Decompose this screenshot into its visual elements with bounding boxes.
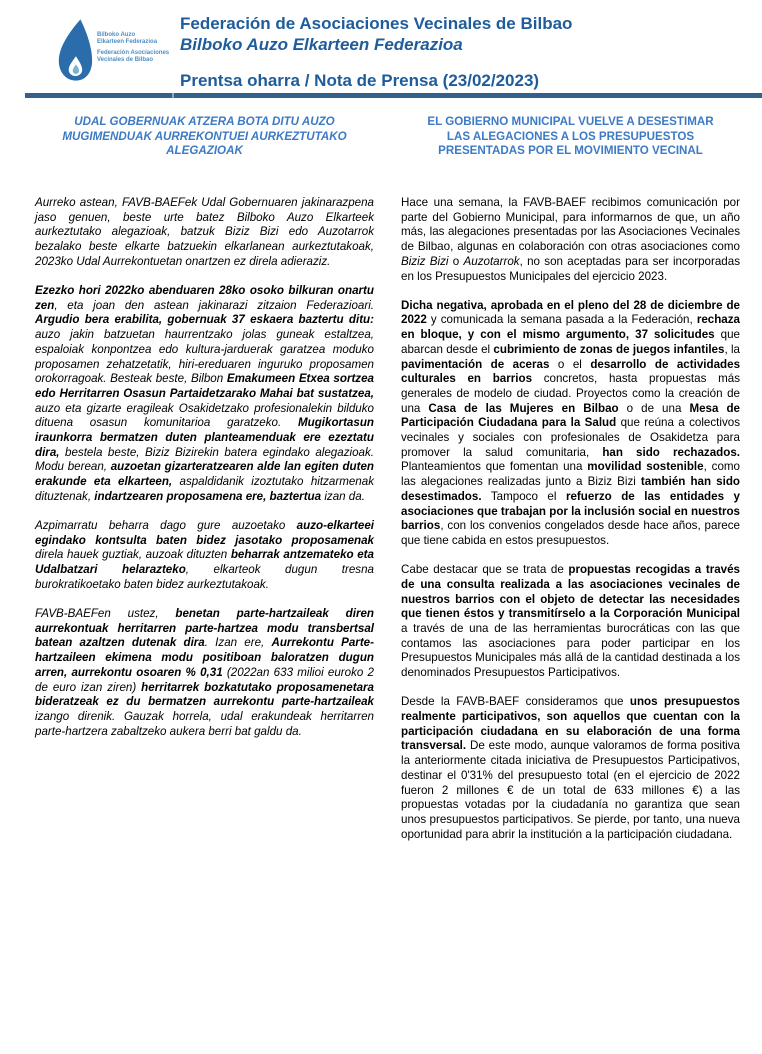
text-run: Auzotarrok	[463, 254, 520, 268]
text-run: , la	[724, 342, 740, 356]
text-run: o el	[549, 357, 591, 371]
text-run: De este modo, aunque valoramos de forma positiva la anteriormente citada iniciativa de Presupuestos Participativos, destinar el 0'31% del presupuesto total (en el ejercicio de 2022 fueron 2 millones € de un total de 633 millones €) a las propuestas votadas por la ciudadanía no garantiza que sean unos presupuestos participativos. Se pierde, por tanto, una nueva oportunidad para abrir la institución a la participación ciudadana.	[401, 739, 740, 841]
text-run: a través de una de las herramientas burocráticas con las que contamos las asociaciones para poder participar en los Presupuestos Municipales más allá de la cantidad destinada a los denominados Presupuestos Participativos.	[401, 621, 740, 680]
text-run-bold: desarrollo de actividades culturales en barrios	[401, 357, 741, 386]
text-run: . Izan ere,	[204, 636, 272, 650]
text-run: Planteamientos que fomentan una	[401, 460, 588, 474]
text-run-bold: cubrimiento de zonas de juegos infantiles	[493, 342, 725, 356]
text-run: Cabe destacar que se trata de	[401, 563, 569, 577]
text-run-bold: herritarrek bozkatutako proposamenetara bideratzeak ez du bermatzen aurrekontu parte-hartzaileak	[35, 680, 375, 709]
text-run-bold: auzo-elkarteei egindako kontsulta baten bidez jasotako proposamenak	[35, 519, 374, 547]
text-run: , no son aceptadas para ser incorporadas en los Presupuestos Municipales del ejercicio 2023.	[401, 254, 741, 283]
logo-caption	[97, 32, 169, 68]
text-run: FAVB-BAEFen ustez,	[35, 607, 176, 621]
header-divider	[25, 93, 762, 98]
text-run: (2022an 633 milioi euroko 2 de euro izan ziren)	[35, 665, 375, 694]
article-content	[35, 112, 740, 857]
paragraph	[35, 607, 374, 739]
organization-title-eu: Bilboko Auzo Elkarteen Federazioa	[180, 35, 463, 54]
text-run-bold: Ezezko hori 2022ko abenduaren 28ko osoko bilkuran onartu zen	[35, 284, 374, 312]
text-run: , como las alegaciones realizadas junto a Biziz Bizi	[401, 460, 741, 489]
text-run-bold: indartzearen proposamena ere, baztertua	[94, 489, 322, 503]
text-run: Hace una semana, la FAVB-BAEF recibimos comunicación por parte del Gobierno Municipal, para informarnos de que, un año más, las alegaciones presentadas por las Asociaciones Vecinales de Bilbao, algunas en colaboración con otras asociaciones como	[401, 196, 740, 254]
text-run: Tampoco el	[481, 489, 566, 503]
text-run-bold: Aurrekontu Parte-hartzaileen ekimena modu positiboan baloratzen dugun arren, aurrekontu osoaren % 0,31	[35, 636, 374, 679]
paragraph	[35, 196, 374, 270]
left-column-heading: UDAL GOBERNUAK ATZERA BOTA DITU AUZO MUGIMENDUAK AURREKONTUEI AURKEZTUTAKO ALEGAZIOAK	[62, 115, 347, 158]
text-run-bold: Emakumeen Etxea sortzea edo Herritarren Osasun Partaidetzarako Mahai bat sustatzea,	[35, 372, 375, 400]
text-run: , eta joan den astean jakinarazi zitzaion Federazioari.	[54, 298, 374, 312]
text-run: que reúna a colectivos vecinales y sociales con profesionales de Osakidetza para promover la salud comunitaria,	[401, 416, 741, 459]
text-run: auzo eta gizarte eragileak Osakidetzako profesionalekin bilduko dituena osasun komunitarioa garatzeko.	[35, 401, 374, 430]
logo-caption-line: Federación Asociaciones	[97, 50, 170, 56]
text-run-bold: han sido rechazados.	[602, 445, 740, 459]
text-run: Biziz Bizi	[401, 254, 449, 268]
text-run-bold: benetan parte-hartzaileak diren aurrekontuak herritarren parte-hartzea modu transbertsal batean azaltzen dutenak dira	[35, 607, 374, 650]
text-run: izango direnik. Gauzak horrela, udal erakundeak herritarren parte-hartzera zabaltzeko aukera berri bat galdu da.	[35, 710, 374, 738]
paragraph	[401, 695, 740, 842]
text-run-bold: Mugikortasun iraunkorra bermatzen duten planteamenduak ere ezeztatu dira,	[35, 416, 374, 459]
organization-title-es: Federación de Asociaciones Vecinales de Bilbao	[180, 14, 573, 33]
text-run-bold: Mesa de Participación Ciudadana para la Salud	[401, 401, 740, 430]
divider-tick	[172, 93, 174, 98]
text-run: , con los convenios congelados desde hace años, parece que tiene cabida en estos presupuestos.	[401, 519, 740, 547]
text-run-bold: auzoetan gizarteratzearen alde lan egiten duten erakunde eta elkarteen,	[35, 460, 375, 489]
text-run-bold: Dicha negativa, aprobada en el pleno del 28 de diciembre de 2022	[401, 298, 740, 327]
logo-caption-line: Elkarteen Federazioa	[97, 39, 158, 45]
left-column-body	[35, 196, 374, 739]
paragraph	[401, 196, 740, 284]
text-run-bold: movilidad sostenible	[587, 460, 704, 474]
letterhead	[180, 13, 572, 91]
right-column-body	[401, 196, 740, 842]
text-run-bold: unos presupuestos realmente participativos, son aquellos que cuentan con la participación ciudadana en su elaboración de una forma transversal.	[401, 695, 740, 753]
text-run: direla hauek guztiak, auzoak dituzten	[35, 548, 231, 562]
text-run: o	[448, 254, 464, 268]
logo-caption-line: Vecinales de Bilbao	[97, 57, 154, 63]
text-run: concretos, hasta propuestas más generales de modelo de ciudad. Proyectos como la creación de una	[401, 372, 740, 415]
text-run: aspaldidanik izoztutako hitzarmenak dituztenak,	[35, 475, 374, 503]
paragraph	[401, 563, 740, 681]
text-run-bold: también han sido desestimados.	[401, 475, 740, 503]
text-run: bestela beste, Biziz Bizirekin batera egindako alegazioak. Modu berean,	[35, 445, 374, 474]
logo-caption-line: Bilboko Auzo	[97, 32, 136, 38]
paragraph	[401, 299, 740, 549]
text-run: auzo jakin batzuetan haurrentzako jolas guneak estaltzea, espaloiak konpontzea edo kultura-jarduerak garatzea moduko proposamen zehatzetatik, hiri-ereduaren inguruko proposamen orokorragoak. Besteak beste, Bilbon	[35, 328, 374, 386]
paragraph	[35, 284, 374, 505]
right-column-spanish	[401, 112, 740, 857]
text-run-bold: Casa de las Mujeres en Bilbao	[428, 401, 619, 415]
text-run-bold: beharrak antzemateko eta Udalbatzari helarazteko	[35, 548, 374, 577]
text-run: Aurreko astean, FAVB-BAEFek Udal Gobernuaren jakinarazpena jaso genuen, beste urte batez Bilboko Auzo Elkarteek aurkeztutako alegazioak, batzuk Biziz Bizi edo Auzotarrok bezalako beste elkarte batzuekin elkarlanean aurkeztutakoak, 2023ko Udal Aurrekontuetan onartzen ez direla adieraziz.	[35, 196, 374, 268]
text-run: izan da.	[321, 489, 365, 503]
text-run: Azpimarratu beharra dago gure auzoetako	[35, 519, 297, 533]
right-column-heading: EL GOBIERNO MUNICIPAL VUELVE A DESESTIMAR LAS ALEGACIONES A LOS PRESUPUESTOS PRESENTADAS POR EL MOVIMIENTO VECINAL	[427, 115, 714, 158]
text-run: Desde la FAVB-BAEF consideramos que	[401, 695, 630, 709]
text-run-bold: Argudio bera erabilita, gobernuak 37 eskaera baztertu ditu:	[35, 313, 374, 327]
text-run: que abarcan desde el	[401, 328, 740, 356]
drop-logo-icon	[57, 18, 93, 82]
paragraph	[35, 519, 374, 593]
organization-logo	[57, 16, 175, 84]
left-column-basque	[35, 112, 374, 857]
text-run-bold: refuerzo de las entidades y asociaciones que trabajan por la inclusión social en nuestros barrios	[401, 489, 740, 533]
text-run-bold: propuestas recogidas a través de una consulta realizada a las asociaciones vecinales de nuestros barrios con el objeto de detectar las necesidades que tienen éstos y transmitírselo a la Corporación Municipal	[401, 563, 740, 621]
text-run-bold: pavimentación de aceras	[401, 357, 550, 371]
text-run: y comunicada la semana pasada a la Federación,	[426, 313, 697, 327]
text-run-bold: rechaza en bloque, y con el mismo argumento, 37 solicitudes	[401, 313, 740, 342]
press-note-title: Prentsa oharra / Nota de Prensa (23/02/2023)	[180, 71, 540, 90]
text-run: o de una	[618, 401, 690, 415]
text-run: , elkarteok dugun tresna burokratikoetako baten bidez aurkeztutakoak.	[35, 563, 374, 591]
